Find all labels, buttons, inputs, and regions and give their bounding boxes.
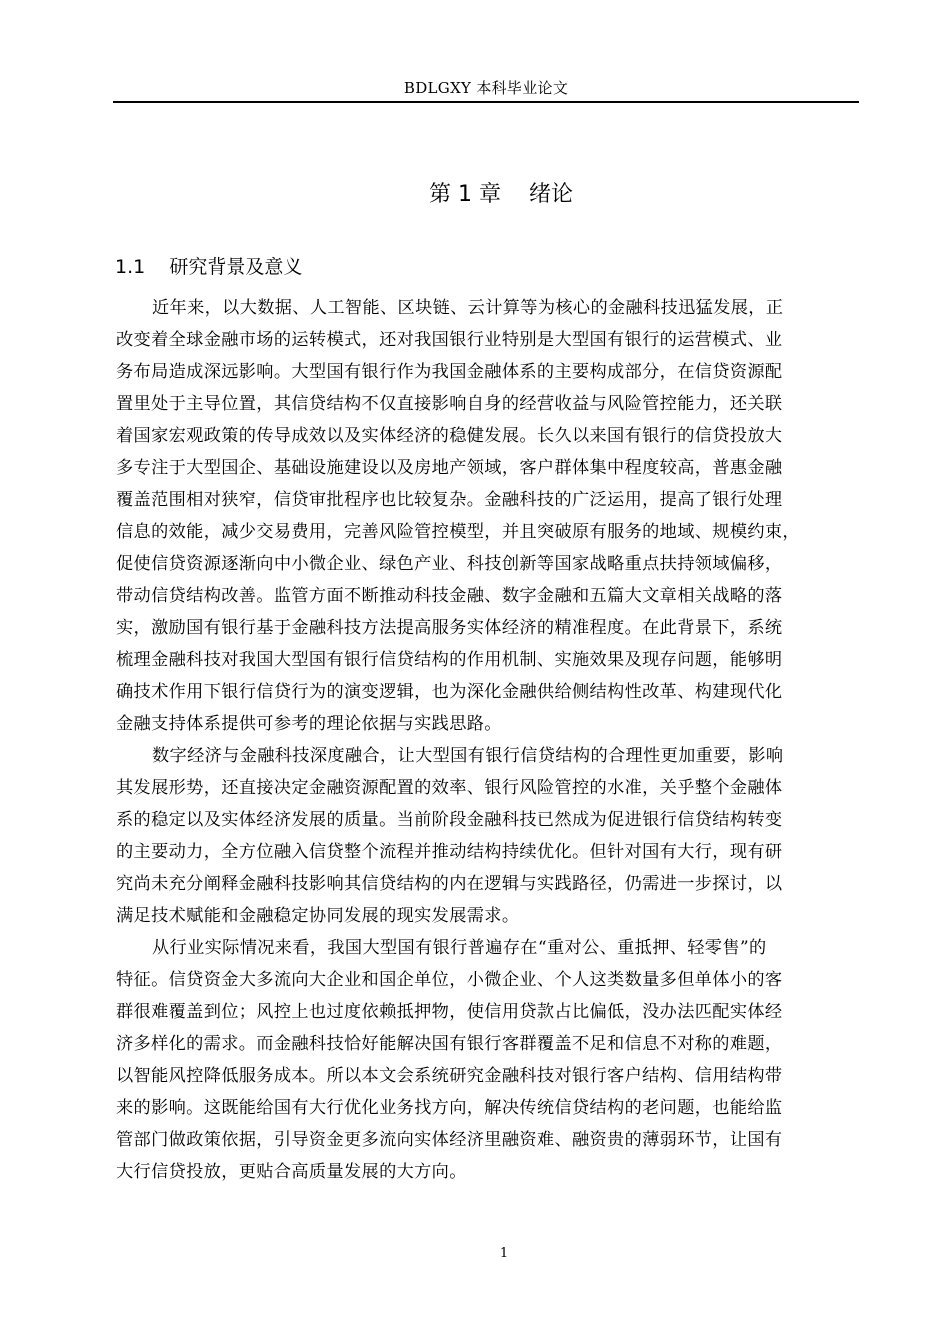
paragraph-1-line: 带动信贷结构改善。监管方面不断推动科技金融、数字金融和五篇大文章相关战略的落 [116,586,783,606]
paragraph-1-line: 确技术作用下银行信贷行为的演变逻辑，也为深化金融供给侧结构性改革、构建现代化 [116,682,783,702]
header-rule [113,101,859,103]
paragraph-1-line: 梳理金融科技对我国大型国有银行信贷结构的作用机制、实施效果及现存问题，能够明 [116,650,783,670]
paragraph-2-line: 究尚未充分阐释金融科技影响其信贷结构的内在逻辑与实践路径，仍需进一步探讨，以 [116,874,783,894]
paragraph-2-line: 的主要动力，全方位融入信贷整个流程并推动结构持续优化。但针对国有大行，现有研 [116,842,783,862]
section-heading: 1.1 研究背景及意义 [115,256,303,278]
paragraph-2-line: 满足技术赋能和金融稳定协同发展的现实发展需求。 [116,906,520,926]
paragraph-1-line: 覆盖范围相对狭窄，信贷审批程序也比较复杂。金融科技的广泛运用，提高了银行处理 [116,490,783,510]
paragraph-2-line: 系的稳定以及实体经济发展的质量。当前阶段金融科技已然成为促进银行信贷结构转变 [116,810,783,830]
paragraph-2-line: 其发展形势，还直接决定金融资源配置的效率、银行风险管控的水准，关乎整个金融体 [116,778,783,798]
paragraph-3-line: 从行业实际情况来看，我国大型国有银行普遍存在“重对公、重抵押、轻零售”的 [152,938,767,958]
paragraph-1-line: 务布局造成深远影响。大型国有银行作为我国金融体系的主要构成部分，在信贷资源配 [116,362,783,382]
running-header: BDLGXY 本科毕业论文 [403,79,569,97]
paragraph-1-line: 多专注于大型国企、基础设施建设以及房地产领域，客户群体集中程度较高，普惠金融 [116,458,783,478]
paragraph-1-line: 近年来，以大数据、人工智能、区块链、云计算等为核心的金融科技迅猛发展，正 [152,298,784,318]
paragraph-3-line: 济多样化的需求。而金融科技恰好能解决国有银行客群覆盖不足和信息不对称的难题， [116,1034,783,1054]
paragraph-3-line: 来的影响。这既能给国有大行优化业务找方向，解决传统信贷结构的老问题，也能给监 [116,1098,783,1118]
body-text [116,292,866,1188]
page-number: 1 [499,1246,509,1261]
paragraph-1-line: 改变着全球金融市场的运转模式，还对我国银行业特别是大型国有银行的运营模式、业 [116,330,783,350]
paragraph-1-line: 实，激励国有银行基于金融科技方法提高服务实体经济的精准程度。在此背景下，系统 [116,618,783,638]
paragraph-3-line: 以智能风控降低服务成本。所以本文会系统研究金融科技对银行客户结构、信用结构带 [116,1066,783,1086]
chapter-title: 第 1 章 绪论 [429,182,573,207]
paragraph-3-line: 特征。信贷资金大多流向大企业和国企单位，小微企业、个人这类数量多但单体小的客 [116,970,783,990]
paragraph-1-line: 着国家宏观政策的传导成效以及实体经济的稳健发展。长久以来国有银行的信贷投放大 [116,426,783,446]
paragraph-1-line: 信息的效能，减少交易费用，完善风险管控模型，并且突破原有服务的地域、规模约束， [116,522,800,542]
paragraph-3-line: 群很难覆盖到位；风控上也过度依赖抵押物，使信用贷款占比偏低，没办法匹配实体经 [116,1002,783,1022]
paragraph-2-line: 数字经济与金融科技深度融合，让大型国有银行信贷结构的合理性更加重要，影响 [152,746,784,766]
paragraph-1-line: 金融支持体系提供可参考的理论依据与实践思路。 [116,714,502,734]
paragraph-1-line: 促使信贷资源逐渐向中小微企业、绿色产业、科技创新等国家战略重点扶持领域偏移， [116,554,783,574]
paragraph-3-line: 管部门做政策依据，引导资金更多流向实体经济里融资难、融资贵的薄弱环节，让国有 [116,1130,783,1150]
paragraph-3-line: 大行信贷投放，更贴合高质量发展的大方向。 [116,1162,467,1182]
paragraph-1-line: 置里处于主导位置，其信贷结构不仅直接影响自身的经营收益与风险管控能力，还关联 [116,394,783,414]
